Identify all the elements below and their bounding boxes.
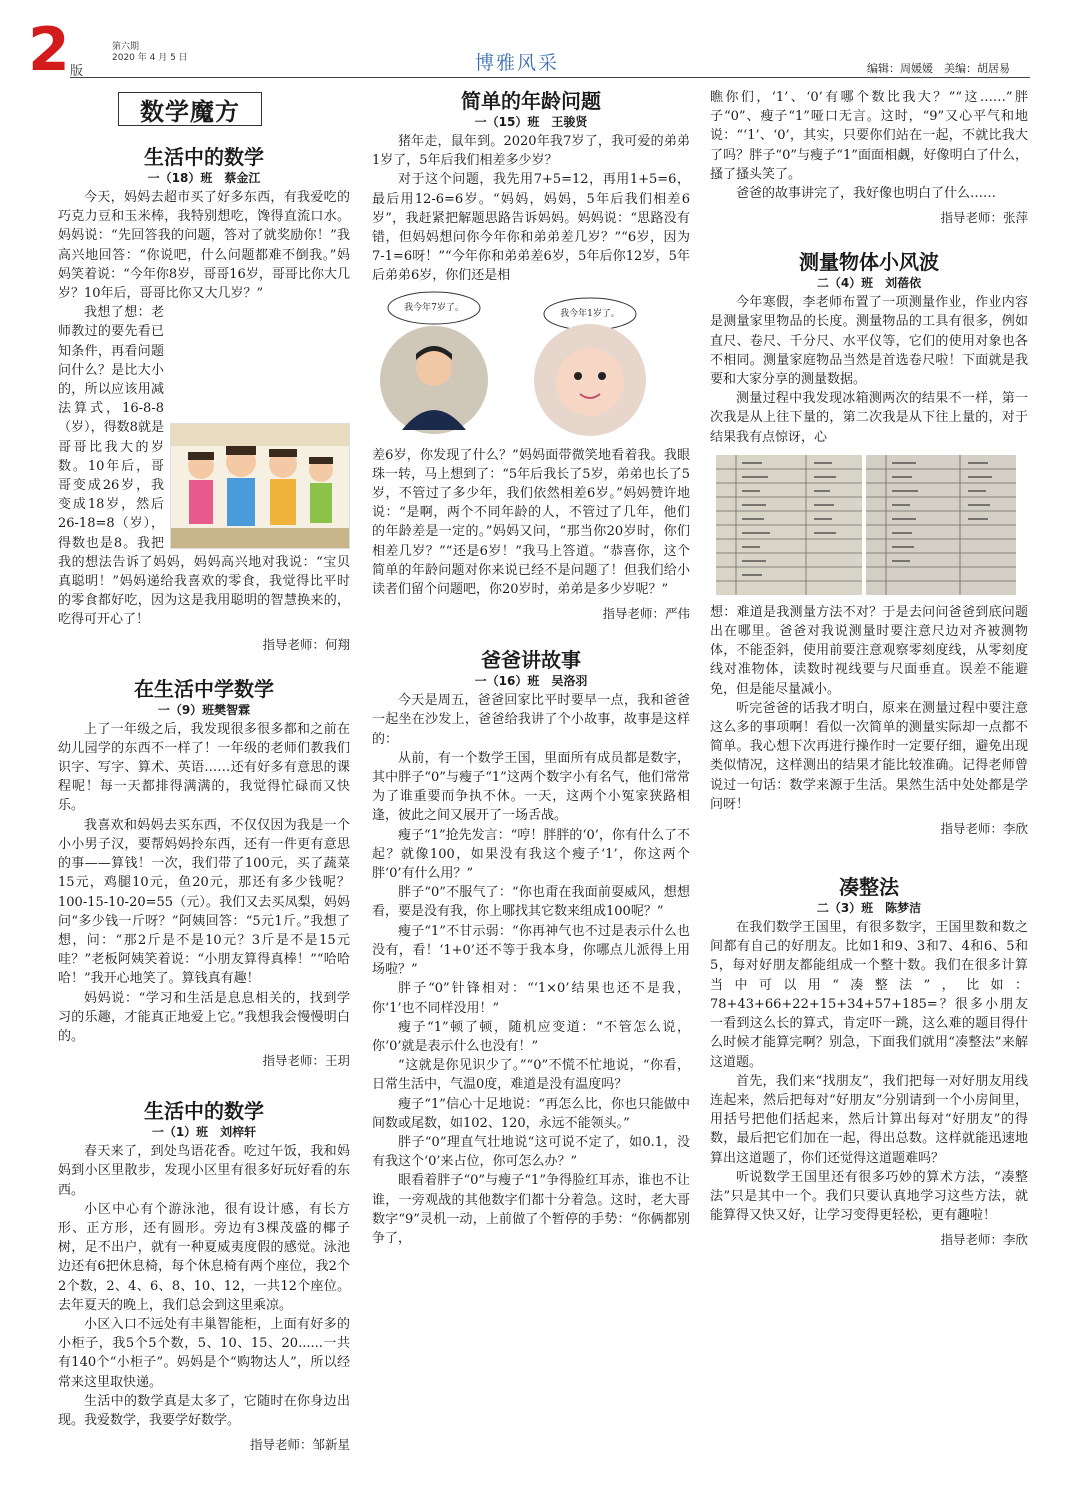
article-title: 生活中的数学 (144, 145, 264, 169)
article-dad-story (372, 647, 690, 1248)
article-paragraph: 春天来了，到处鸟语花香。吃过午饭，我和妈妈到小区里散步，发现小区里有很多好玩好看的东西。 (58, 1144, 350, 1198)
article-paragraph: 今天是周五，爸爸回家比平时要早一点，我和爸爸一起坐在沙发上，爸爸给我讲了个小故事，故事是这样的： (372, 693, 690, 747)
article-paragraph: 今年寒假，李老师布置了一项测量作业，作业内容是测量家里物品的长度。测量物品的工具有很多，例如直尺、卷尺、千分尺、水平仪等，它们的使用对象也各不相同。测量家庭物品当然是首选卷尺啦！下面就是我要和大家分享的测量数据。 (710, 295, 1028, 388)
article-paragraph: 瞧你们，‘1’、‘0’有哪个数比我大？”“这……”胖子“0”、瘦子“1”哑口无言。这时，“9”又心平气和地说：“‘1’、‘0’，其实，只要你们站在一起，不就比我大了吗？胖子“0”与瘦子“1”面面相觑，好像明白了什么，搔了搔头笑了。 (710, 90, 1028, 182)
column-3 (710, 88, 1028, 1251)
article-paragraph: “这就是你见识少了。”“0”不慌不忙地说，“你看，日常生活中，气温0度，难道是没有温度吗？ (372, 1058, 690, 1093)
article-title: 生活中的数学 (144, 1099, 264, 1124)
article-paragraph: 想：难道是我测量方法不对？于是去问问爸爸到底问题出在哪里。爸爸对我说测量时要注意尺边对齐被测物体，不能歪斜，使用前要注意观察零刻度线，从零刻度线对准物体，读数时视线要与尺面垂直。误差不能避免，但是能尽量减小。 (710, 604, 1028, 697)
column-stamp (118, 92, 262, 126)
article-paragraph: 瘦子“1”抢先发言：“哼！胖胖的‘0’，你有什么了不起？就像100，如果没有我这个瘦子‘1’，你这两个胖‘0’有什么用？” (372, 827, 690, 882)
speech-bubble-right: 我今年1岁了。 (560, 308, 620, 319)
issue-info (112, 42, 188, 64)
family-drawing (170, 423, 350, 549)
article-life-math-2 (58, 1098, 350, 1456)
article-measurement (710, 249, 1028, 840)
article-paragraph: 胖子“0”理直气壮地说“这可说不定了，如0.1，没有我这个‘0’来占位，你可怎么办？” (372, 1134, 690, 1170)
article-paragraph: 小区入口不远处有丰巢智能柜，上面有好多的小柜子，我5个5个数，5、10、15、20......一共有140个“小柜子”。妈妈是个“购物达人”，所以经常来这里取快递。 (58, 1316, 350, 1390)
article-byline: 一（18）班 蔡金江 (147, 171, 261, 185)
article-byline: 一（1）班 刘梓轩 (151, 1125, 257, 1140)
issue-date: 2020 年 4 月 5 日 (112, 53, 188, 63)
family-drawing-svg (171, 424, 349, 548)
measurement-sheet-photo (710, 455, 1028, 597)
article-paragraph: 听完爸爸的话我才明白，原来在测量过程中要注意这么多的事项啊！看似一次简单的测量实际却一点都不简单。我心想下次再进行操作时一定要仔细，避免出现类似情况，这样测出的结果才能比较准确。记得老师曾说过一句话：数学来源于生活。果然生活中处处都是学问呀！ (710, 700, 1028, 812)
article-paragraph: 首先，我们来“找朋友”，我们把每一对好朋友用线连起来，然后把每对“好朋友”分别请到一个小房间里，用括号把他们括起来，然后计算出每对“好朋友”的得数，最后把它们加在一起，得出总数。这样就能迅速地算出这道题了，你们还觉得这道题难吗？ (710, 1073, 1028, 1166)
article-paragraph: 胖子“0”针锋相对：“‘1×0’结果也还不是我，你‘1’也不同样没用！” (372, 981, 690, 1016)
article-paragraph: 妈妈说：“学习和生活是息息相关的，找到学习的乐趣，才能真正地爱上它。”我想我会慢慢明白的。 (58, 990, 350, 1044)
article-byline: 二（4）班 刘蓓依 (816, 276, 922, 291)
page-number: 2 (28, 15, 70, 85)
article-paragraph: 听说数学王国里还有很多巧妙的算术方法，“凑整法”只是其中一个。我们只要认真地学习这些方法，就能算得又快又好，让学习变得更轻松，更有趣啦！ (710, 1169, 1028, 1224)
section-title: 博雅风采 (475, 52, 560, 74)
article-paragraph: 瘦子“1”顿了顿，随机应变道：“不管怎么说，你‘0’就是表示什么也没有！” (372, 1019, 690, 1054)
column-2 (372, 88, 690, 1248)
article-paragraph: 眼看着胖子“0”与瘦子“1”争得脸红耳赤，谁也不让谁，一旁观战的其他数字们都十分着急。这时，老大哥数字“9”灵机一动，上前做了个暂停的手势：“你俩都别争了， (372, 1173, 690, 1246)
article-paragraph: 我喜欢和妈妈去买东西，不仅仅因为我是一个小小男子汉，要帮妈妈拎东西，还有一件更有意思的事——算钱！一次，我们带了100元，买了蔬菜15元，鸡腿10元，鱼20元，那还有多少钱呢？100-15-10-20=55（元）。我们又去买凤梨，妈妈问“多少钱一斤呀？”阿姨回答：“5元1斤。”我想了想，问：“那2斤是不是10元？3斤是不是15元哇？”老板阿姨笑着说：“小朋友算得真棒！”“哈哈哈！”我开心地笑了。算钱真有趣！ (58, 817, 350, 987)
article-paragraph: 测量过程中我发现冰箱测两次的结果不一样，第一次我是从上往下量的，第二次我是从下往上量的，对于结果我有点惊讶，心 (710, 391, 1028, 445)
issue-number: 第六期 (112, 42, 140, 52)
teacher-credit: 指导老师：李欣 (940, 1232, 1028, 1248)
column-stamp-text: 数学魔方 (140, 97, 240, 126)
article-title: 在生活中学数学 (134, 676, 274, 701)
header-rule (70, 77, 1030, 78)
article-life-math-1 (58, 144, 350, 656)
article-paragraph: 爸爸的故事讲完了，我好像也明白了什么…… (736, 186, 997, 202)
column-1 (58, 88, 350, 1456)
article-paragraph: 今天，妈妈去超市买了好多东西，有我爱吃的巧克力豆和玉米棒，我特别想吃，馋得直流口水。妈妈说：“先回答我的问题，答对了就奖励你！”我高兴地回答：“你说吧，什么问题都难不倒我。”妈妈笑着说：“今年你8岁，哥哥16岁，哥哥比你大几岁？10年后，哥哥比你又大几岁？” (58, 190, 350, 302)
teacher-credit: 指导老师：何翔 (262, 636, 350, 652)
article-paragraph: 胖子“0”不服气了：“你也甭在我面前耍威风，想想看，要是没有我，你上哪找其它数来组成100呢？” (372, 885, 690, 920)
article-paragraph: 从前，有一个数学王国，里面所有成员都是数字，其中胖子“0”与瘦子“1”这两个数字小有名气，他们常常为了谁重要而争执不休。一天，这两个小冤家狭路相逢，彼此之间又展开了一场舌战。 (372, 750, 690, 824)
article-paragraph: 在我们数学王国里，有很多数字，王国里数和数之间都有自己的好朋友。比如1和9、3和7、4和6、5和5，每对好朋友都能组成一个整十数。我们在很多计算当中可以用“凑整法”，比如：78+43+66+22+15+34+57+185=？很多小朋友一看到这么长的算式，肯定吓一跳，这么难的题目得什么时候才能算完啊？别急，下面我们就用“凑整法”来解这道题。 (710, 920, 1028, 1070)
measurement-sheet-svg (710, 455, 1028, 597)
article-title: 凑整法 (839, 875, 899, 900)
article-paragraph: 瘦子“1”不甘示弱：“你再神气也不过是表示什么也没有，看！‘1+0’还不等于我本身，你哪点儿派得上用场啦？” (372, 923, 690, 978)
article-title: 爸爸讲故事 (481, 648, 581, 673)
article-paragraph: 差6岁，你发现了什么？”妈妈面带微笑地看着我。我眼珠一转，马上想到了：“5年后我长了5岁，弟弟也长了5岁，不管过了多少年，我们依然相差6岁。”妈妈赞许地说：“是啊，两个不同年龄的人，不管过了几年，他们的年龄差是一定的。”妈妈又问，“那当你20岁时，你们相差几岁？”“还是6岁！”我马上答道。“恭喜你，这个简单的年龄问题对你来说已经不是问题了！但我们给小读者们留个问题吧，你20岁时，弟弟是多少岁呢？” (372, 447, 690, 598)
article-age-problem (372, 88, 690, 625)
teacher-credit: 指导老师：张萍 (940, 210, 1028, 226)
age-photos (372, 290, 690, 440)
article-byline: 二（3）班 陈梦洁 (816, 901, 922, 916)
article-dad-story-continued (710, 88, 1028, 229)
article-paragraph: 我想了想：老师教过的要先看已知条件，再看问题问什么？是比大小的，所以应该用减法算式，16-8-8（岁），得数8就是哥哥比我大的岁数。10年后，哥哥变成26岁，我变成18岁，然后26-18=8（岁），得数也是8。我把我的想法告诉了妈妈，妈妈高兴地对我说：“宝贝真聪明！”妈妈递给我喜欢的零食，我觉得比平时的零食都好吃，因为这是我用聪明的智慧换来的，吃得可开心了！ (58, 305, 350, 628)
page-ban-label: 版 (70, 64, 84, 79)
article-paragraph: 猪年走，鼠年到。2020年我7岁了，我可爱的弟弟1岁了，5年后我们相差多少岁？ (372, 134, 690, 169)
teacher-credit: 指导老师：严伟 (602, 606, 690, 622)
article-byline: 一（9）班樊智霖 (157, 702, 251, 717)
teacher-credit: 指导老师：李欣 (940, 821, 1028, 837)
article-paragraph: 生活中的数学真是太多了，它随时在你身边出现。我爱数学，我要学好数学。 (58, 1393, 350, 1428)
article-paragraph: 瘦子“1”信心十足地说：“再怎么比，你也只能做中间数或尾数，如102、120，永远不能领头。” (372, 1096, 690, 1131)
article-title: 测量物体小风波 (799, 250, 939, 275)
article-rounding-method (710, 874, 1028, 1251)
article-paragraph: 上了一年级之后，我发现很多很多都和之前在幼儿园学的东西不一样了！一年级的老师们教我们识字、写字、算术、英语……还有好多有意思的课程呢！每一天都排得满满的，我觉得忙碌而又快乐。 (58, 721, 350, 814)
article-paragraph: 对于这个问题，我先用7+5=12，再用1+5=6，最后用12-6=6岁。“妈妈，妈妈，5年后我们相差6岁”，我赶紧把解题思路告诉妈妈。妈妈说：“思路没有错，但妈妈想问你今年你和弟弟差几岁？”“6岁，因为7-1=6呀！”“今年你和弟弟差6岁，5年后你12岁，5年后弟弟6岁，你们还是相 (372, 172, 690, 284)
article-learn-math-in-life (58, 676, 350, 1072)
editors-credit: 编辑：周媛媛 美编：胡居易 (867, 62, 1010, 75)
teacher-credit: 指导老师：王玥 (262, 1053, 350, 1069)
article-title: 简单的年龄问题 (461, 89, 601, 113)
speech-bubble-left: 我今年7岁了。 (404, 302, 464, 313)
article-paragraph: 小区中心有个游泳池，很有设计感，有长方形、正方形，还有圆形。旁边有3棵茂盛的椰子树，足不出户，就有一种夏威夷度假的感觉。泳池边还有6把休息椅，每个休息椅有两个座位，我2个2个数，2、4、6、8、10、12，一共12个座位。去年夏天的晚上，我们总会到这里乘凉。 (58, 1201, 350, 1313)
teacher-credit: 指导老师：邹新星 (249, 1437, 350, 1453)
article-byline: 一（15）班 王骏贤 (474, 115, 588, 129)
article-byline: 一（16）班 吴洛羽 (474, 674, 588, 689)
